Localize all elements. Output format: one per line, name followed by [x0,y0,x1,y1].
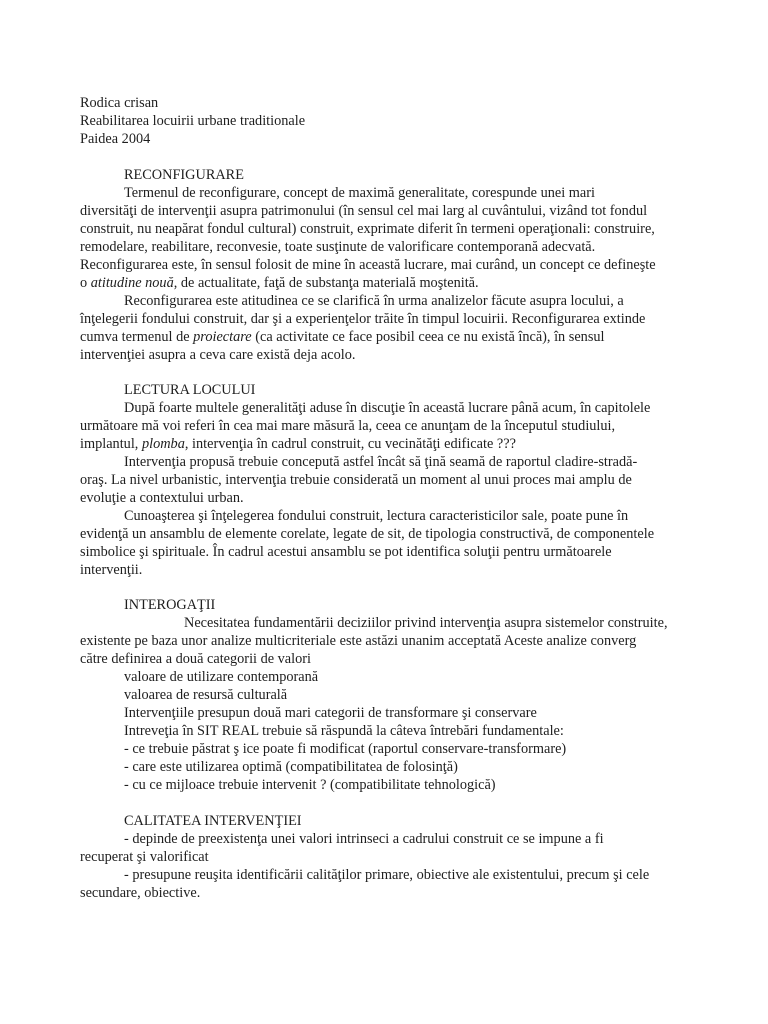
paragraph-line: Reconfigurarea este atitudinea ce se clarifică în urma analizelor făcute asupra locului, a [124,293,624,309]
list-item: - cu ce mijloace trebuie intervenit ? (compatibilitate tehnologică) [124,777,496,793]
text-run: , de actualitate, faţă de substanţa materială moştenită. [173,275,479,291]
list-item: - ce trebuie păstrat ş ice poate fi modificat (raportul conservare-transformare) [124,741,567,757]
paragraph-line: construit, nu neapărat fondul cultural) construit, exprimate diferit în termeni operaţionali: construire, [80,221,655,237]
paragraph-line: oraş. La nivel urbanistic, intervenţia trebuie considerată un moment al unui proces mai amplu de [80,472,632,488]
text-run: implantul, [80,436,142,452]
paragraph-line [80,328,605,346]
author-line: Rodica crisan [80,95,159,111]
text-run: cumva termenul de [80,329,194,345]
text-run: , intervenţia în cadrul construit, cu vecinătăţi edificate ??? [184,436,516,452]
paragraph-line: următoare mă voi referi în cea mai mare măsură la, ceea ce anunţam de la începutul studiului, [80,418,616,434]
work-title-line: Reabilitarea locuirii urbane traditionale [80,113,306,129]
paragraph-line: recuperat şi valorificat [80,849,209,865]
paragraph-line: diversităţi de intervenţii asupra patrimonului (în sensul cel mai larg al cuvântului, vizând tot fondul [80,203,648,219]
paragraph-line: După foarte multele generalităţi aduse în discuţie în această lucrare până acum, în capitolele [124,400,651,416]
publisher-line: Paidea 2004 [80,131,151,147]
paragraph-line: Necesitatea fundamentării deciziilor privind intervenţia asupra sistemelor construite, [184,615,668,631]
list-item: valoarea de resursă culturală [124,687,288,703]
list-item: - care este utilizarea optimă (compatibilitatea de folosinţă) [124,759,458,775]
paragraph-line [80,435,516,453]
paragraph-line: către definirea a două categorii de valori [80,651,312,667]
italic-term: atitudine nouă [90,275,174,291]
paragraph-line: Termenul de reconfigurare, concept de maximă generalitate, corespunde unei mari [124,185,595,201]
paragraph-line: Reconfigurarea este, în sensul folosit de mine în această lucrare, mai curând, un concept ce defineşte [80,257,656,273]
paragraph-line: remodelare, reabilitare, reconvesie, toate susţinute de valorificare contemporană adecvată. [80,239,596,255]
section-heading-lectura-locului: LECTURA LOCULUI [124,382,256,398]
text-run: (ca activitate ce face posibil ceea ce nu există încă), în sensul [251,329,605,345]
paragraph-line: intervenţiei asupra a ceva care există deja acolo. [80,347,356,363]
section-heading-interogatii: INTEROGAŢII [124,597,216,613]
paragraph-line: evoluţie a contextului urban. [80,490,244,506]
italic-term: proiectare [193,329,252,345]
paragraph-line: intervenţii. [80,562,143,578]
paragraph-line: Intreveţia în SIT REAL trebuie să răspundă la câteva întrebări fundamentale: [124,723,564,739]
paragraph-line: Cunoaşterea şi înţelegerea fondului construit, lectura caracteristicilor sale, poate pune în [124,508,629,524]
list-item: - presupune reuşita identificării calităţilor primare, obiective ale existentului, precum şi cele [124,867,650,883]
section-heading-calitatea-interventiei: CALITATEA INTERVENŢIEI [124,813,302,829]
paragraph-line: Intervenţiile presupun două mari categorii de transformare şi conservare [124,705,537,721]
list-item: - depinde de preexistenţa unei valori intrinseci a cadrului construit ce se impune a fi [124,831,604,847]
paragraph-line: înţelegerii fondului construit, dar şi a experienţelor trăite în timpul locuirii. Reconfigurarea extinde [80,311,646,327]
paragraph-line [80,274,479,292]
paragraph-line: existente pe baza unor analize multicriteriale este astăzi unanim acceptată Aceste analize converg [80,633,637,649]
paragraph-line: simbolice şi spirituale. În cadrul acestui ansamblu se pot identifica soluţii pentru următoarele [80,544,612,560]
italic-term: plomba [141,436,185,452]
paragraph-line: secundare, obiective. [80,885,201,901]
paragraph-line: Intervenţia propusă trebuie concepută astfel încât să ţină seamă de raportul cladire-stradă- [124,454,638,470]
text-run: o [80,275,91,291]
paragraph-line: evidenţă un ansamblu de elemente corelate, legate de sit, de tipologia constructivă, de componentele [80,526,655,542]
section-heading-reconfigurare: RECONFIGURARE [124,167,244,183]
list-item: valoare de utilizare contemporană [124,669,319,685]
